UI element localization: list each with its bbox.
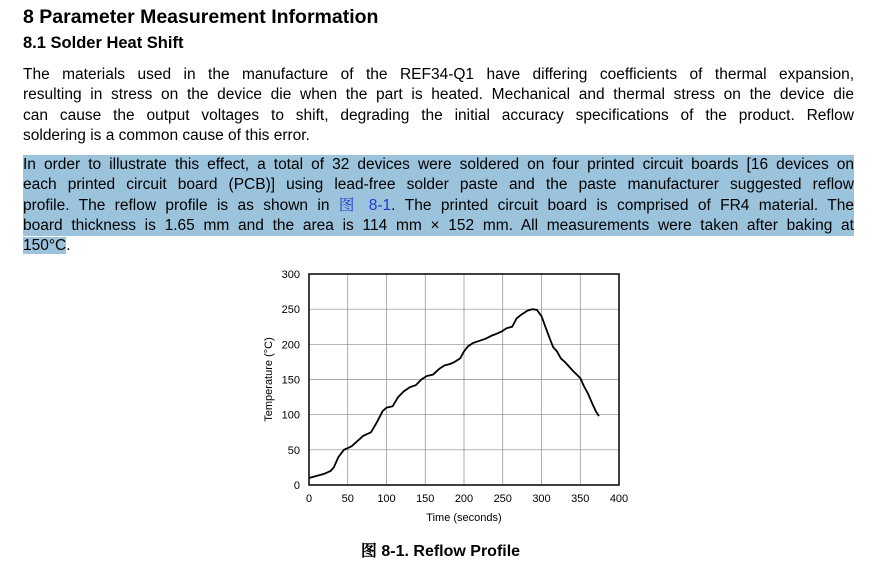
y-tick-label: 300 — [281, 269, 300, 281]
y-tick-label: 150 — [281, 374, 300, 387]
selected-paragraph[interactable] — [23, 155, 854, 256]
x-tick-label: 0 — [305, 493, 313, 505]
y-tick-label: 0 — [293, 480, 300, 492]
figure-reference-link[interactable]: 图 8-1 — [338, 196, 392, 214]
y-tick-label: 250 — [281, 304, 300, 317]
x-tick-label: 250 — [493, 493, 512, 505]
subsection-heading: 8.1 Solder Heat Shift — [23, 34, 184, 52]
y-tick-label: 100 — [281, 409, 300, 422]
paragraph-line: resulting in stress on the device die when the part is heated. Mechanical and thermal stress on the device die — [23, 86, 854, 104]
x-tick-label: 100 — [377, 493, 396, 505]
paragraph-line: soldering is a common cause of this error. — [23, 126, 310, 144]
x-tick-label: 350 — [571, 493, 590, 505]
line-text: . The printed circuit board is comprised of FR4 material. The — [391, 196, 854, 214]
y-tick-label: 50 — [287, 444, 300, 457]
paragraph-line: can cause the output voltages to shift, degrading the initial accuracy specifications of the product. Reflow — [23, 106, 854, 124]
highlighted-line[interactable]: board thickness is 1.65 mm and the area is 114 mm × 152 mm. All measurements were taken after baking at — [23, 216, 854, 236]
y-axis-label: Temperature (°C) — [263, 337, 275, 422]
highlighted-text[interactable]: 150°C — [23, 237, 67, 255]
temperature-series-line — [309, 309, 599, 478]
x-tick-label: 50 — [341, 493, 354, 505]
x-tick-label: 400 — [609, 493, 629, 505]
y-tick-label: 200 — [281, 339, 300, 352]
highlighted-line[interactable] — [23, 196, 854, 216]
line-end: . — [66, 237, 71, 255]
figure-caption: 图 8-1. Reflow Profile — [360, 543, 521, 560]
x-axis-label: Time (seconds) — [426, 512, 502, 524]
line-text: profile. The reflow profile is as shown in — [23, 196, 339, 214]
highlighted-line[interactable]: each printed circuit board (PCB)] using lead-free solder paste and the paste manufacturer suggested reflow — [23, 175, 854, 195]
highlighted-line[interactable]: In order to illustrate this effect, a total of 32 devices were soldered on four printed circuit boards [16 devices on — [23, 155, 854, 175]
paragraph-last-line[interactable] — [23, 236, 854, 256]
reflow-profile-chart — [255, 262, 635, 534]
paragraph-line: The materials used in the manufacture of the REF34-Q1 have differing coefficients of thermal expansion, — [23, 66, 854, 83]
x-tick-label: 200 — [454, 493, 474, 505]
section-heading: 8 Parameter Measurement Information — [23, 6, 379, 28]
x-tick-label: 150 — [416, 493, 435, 505]
intro-paragraph — [23, 65, 854, 146]
x-tick-label: 300 — [532, 493, 551, 505]
